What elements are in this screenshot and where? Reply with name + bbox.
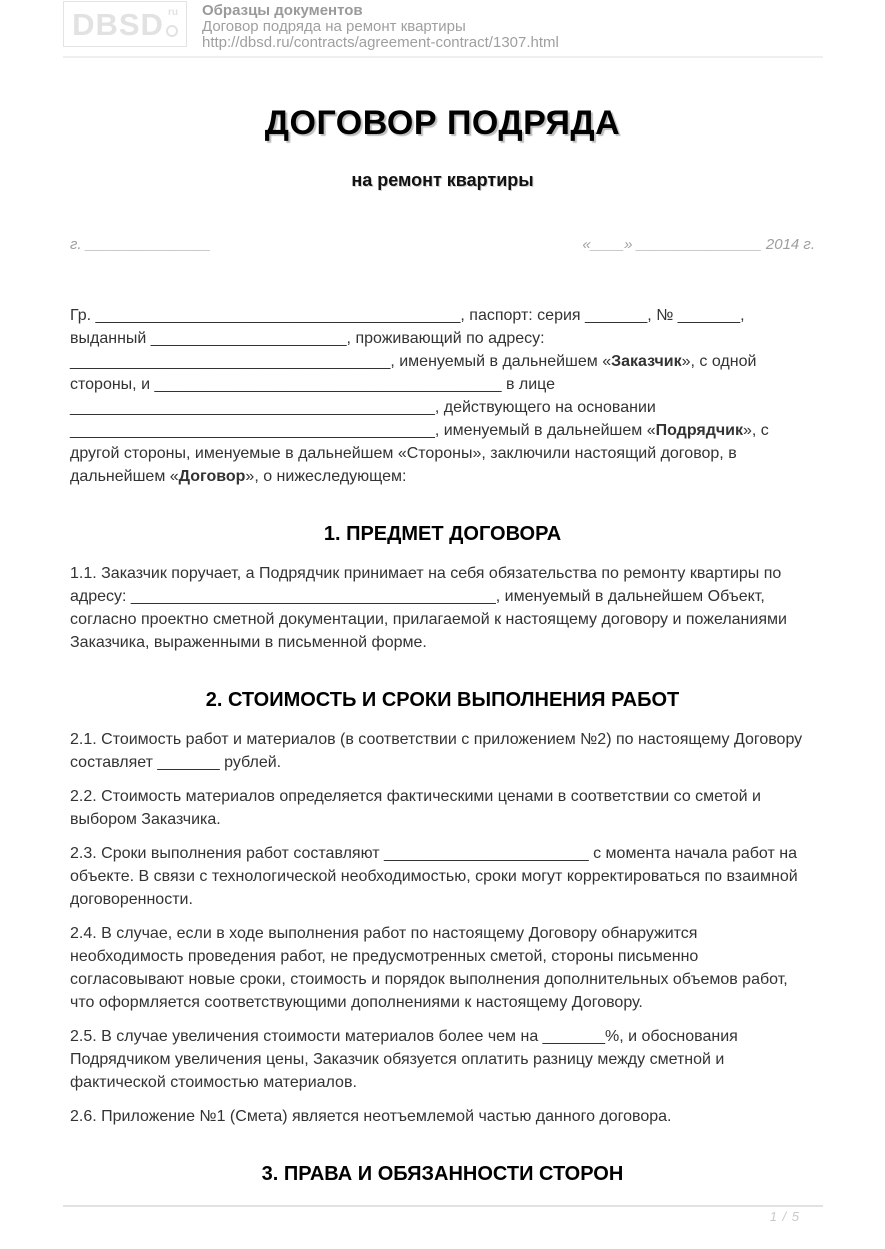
intro-paragraph [70,304,815,488]
city-blank: г. _______________ [70,236,211,253]
term-podryadchik: Подрядчик [655,422,744,439]
document-name: Договор подряда на ремонт квартиры [202,18,466,35]
contract-document [70,58,815,1202]
clause-1-1: 1.1. Заказчик поручает, а Подрядчик принимает на себя обязательства по ремонту квартиры по адресу: _________________________________________, именуемый в дальнейшем Объект, согласно проектно сметной документации, прилагаемой к настоящему договору и пожеланиями Заказчика, выраженными в письменной форме. [70,565,787,651]
section-1-heading: 1. ПРЕДМЕТ ДОГОВОРА [323,523,562,545]
clause-2-2: 2.2. Стоимость материалов определяется фактическими ценами в соответствии со сметой и выбором Заказчика. [70,788,761,828]
clause-2-3: 2.3. Сроки выполнения работ составляют _______________________ с момента начала работ на объекте. В связи с технологической необходимостью, сроки могут корректироваться по взаимной договоренности. [70,845,798,908]
page-title: ДОГОВОР ПОДРЯДА [264,104,621,142]
footer-divider [63,1205,823,1207]
intro-segment: », с другой стороны, именуемые в дальнейшем «Стороны», заключили настоящий договор, в дальнейшем « [70,422,769,485]
clause-2-4: 2.4. В случае, если в ходе выполнения работ по настоящему Договору обнаружится необходимость проведения работ, не предусмотренных сметой, стороны письменно согласовывают новые сроки, стоимость и порядок выполнения дополнительных объемов работ, что оформляется соответствующими дополнениями к настоящему Договору. [70,925,788,1011]
page-number: 1 / 5 [769,1209,800,1224]
date-blank: «____» _______________ 2014 г. [582,236,815,253]
section-2-heading: 2. СТОИМОСТЬ И СРОКИ ВЫПОЛНЕНИЯ РАБОТ [205,689,680,711]
intro-segment: », о нижеследующем: [245,468,407,485]
intro-segment: Гр. _________________________________________, паспорт: серия _______, № _______, выданный ______________________, проживающий по адресу: ____________________________________, именуемый в дальнейшем « [70,307,745,370]
clause-2-1: 2.1. Стоимость работ и материалов (в соответствии с приложением №2) по настоящему Договору составляет _______ рублей. [70,731,803,771]
term-dogovor: Договор [178,468,246,485]
site-name: Образцы документов [202,2,363,19]
term-zakazchik: Заказчик [611,353,682,370]
document-url: http://dbsd.ru/contracts/agreement-contract/1307.html [202,34,559,51]
dateline [70,233,815,256]
intro-segment: », с одной стороны, и _______________________________________ в лице _________________________________________, действующего на основании _________________________________________, именуемый в дальнейшем « [70,353,757,439]
clause-2-6: 2.6. Приложение №1 (Смета) является неотъемлемой частью данного договора. [70,1108,672,1125]
dbsd-logo [63,1,187,47]
header-info [202,1,559,51]
site-header [63,1,823,51]
clause-2-5: 2.5. В случае увеличения стоимости материалов более чем на _______%, и обоснования Подрядчиком увеличения цены, Заказчик обязуется оплатить разницу между сметной и фактической стоимостью материалов. [70,1028,738,1091]
logo-text: DBSD [72,6,164,42]
logo-dot-icon [166,25,178,37]
page-subtitle: на ремонт квартиры [351,170,534,190]
section-3-heading: 3. ПРАВА И ОБЯЗАННОСТИ СТОРОН [261,1163,624,1185]
logo-domain-suffix: ru [168,7,178,18]
